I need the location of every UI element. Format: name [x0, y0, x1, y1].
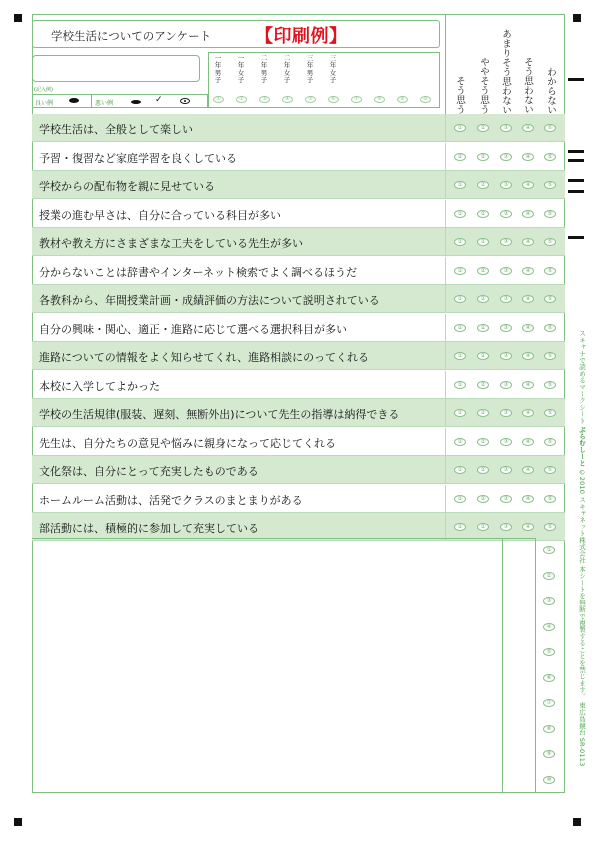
grade-selector	[208, 52, 440, 108]
answer-bubble[interactable]: ①	[454, 381, 466, 389]
question-text: 教材や教え方にさまざまな工夫をしている先生が多い	[39, 237, 303, 250]
question-row	[32, 485, 565, 513]
answer-bubble[interactable]: ③	[500, 409, 512, 417]
question-text: ホームルーム活動は、活発でクラスのまとまりがある	[39, 493, 303, 507]
answer-bubble[interactable]: ③	[500, 267, 512, 275]
answer-bubble[interactable]: ⑤	[544, 267, 556, 275]
answer-bubble[interactable]: ④	[522, 210, 534, 218]
grade-label: 一年女子	[237, 54, 245, 85]
answer-bubble[interactable]: ③	[500, 523, 512, 531]
scale-header-agree: そう思う	[454, 76, 465, 114]
brand-logo: ぷらむしーと	[578, 426, 586, 467]
question-text: 先生は、自分たちの意見や悩みに親身になって応じてくれる	[39, 436, 336, 450]
answer-bubble[interactable]: ④	[522, 523, 534, 531]
row-divider	[445, 200, 446, 228]
row-divider	[445, 342, 446, 370]
question-row	[32, 314, 565, 342]
answer-bubble[interactable]: ④	[522, 409, 534, 417]
answer-bubble[interactable]: ③	[500, 295, 512, 303]
answer-bubble[interactable]: ③	[500, 324, 512, 332]
grade-bubble[interactable]: ⑧	[374, 96, 385, 103]
answer-bubble[interactable]: ①	[454, 295, 466, 303]
question-row	[32, 143, 565, 171]
answer-bubble[interactable]: ⑤	[544, 523, 556, 531]
header-divider	[445, 14, 446, 115]
answer-bubble[interactable]: ⑤	[544, 124, 556, 132]
copyright-text: ©2010 スキャネット株式会社	[578, 468, 586, 564]
grade-label: 二年女子	[283, 54, 291, 85]
row-divider	[445, 399, 446, 427]
answer-bubble[interactable]: ③	[500, 495, 512, 503]
answer-bubble[interactable]: ①	[454, 324, 466, 332]
answer-bubble[interactable]: ②	[477, 495, 489, 503]
comment-number-bubble[interactable]: ⑩	[543, 776, 555, 784]
question-row	[32, 342, 565, 370]
question-row	[32, 257, 565, 285]
answer-bubble[interactable]: ④	[522, 238, 534, 246]
grade-bubble[interactable]: ⑦	[351, 96, 362, 103]
answer-bubble[interactable]: ②	[477, 523, 489, 531]
form-code: SR-0113	[578, 737, 586, 767]
row-divider	[445, 485, 446, 513]
grade-bubble[interactable]: ①	[213, 96, 224, 103]
grade-label: 二年男子	[260, 54, 268, 85]
question-text: 本校に入学してよかった	[39, 379, 160, 393]
scale-header-somewhat-disagree: あまりそう思わない	[500, 28, 511, 114]
answer-bubble[interactable]: ①	[454, 438, 466, 446]
answer-bubble[interactable]: ①	[454, 523, 466, 531]
filled-oval-icon	[69, 98, 79, 103]
question-row	[32, 399, 565, 427]
question-text: 分からないことは辞書やインターネット検索でよく調べるほうだ	[39, 265, 358, 279]
question-text: 進路についての情報をよく知らせてくれ、進路相談にのってくれる	[39, 351, 369, 364]
comment-number-bubble[interactable]: ①	[543, 546, 555, 554]
answer-bubble[interactable]: ①	[454, 409, 466, 417]
scale-header-disagree: そう思わない	[522, 57, 533, 114]
answer-bubble[interactable]: ②	[477, 124, 489, 132]
answer-bubble[interactable]: ⑤	[544, 381, 556, 389]
answer-bubble[interactable]: ④	[522, 324, 534, 332]
answer-bubble[interactable]: ⑤	[544, 210, 556, 218]
row-divider	[445, 257, 446, 285]
scanner-label: スキャナで読めるマークシート	[578, 330, 586, 424]
answer-bubble[interactable]: ①	[454, 124, 466, 132]
answer-bubble[interactable]: ⑤	[544, 352, 556, 360]
answer-bubble[interactable]: ④	[522, 381, 534, 389]
grade-bubble[interactable]: ③	[259, 96, 270, 103]
answer-bubble[interactable]: ③	[500, 466, 512, 474]
row-divider	[445, 456, 446, 484]
answer-bubble[interactable]: ⑤	[544, 409, 556, 417]
comment-number-bubble[interactable]: ⑨	[543, 750, 555, 758]
print-sample-stamp: 【印刷例】	[255, 26, 348, 47]
answer-bubble[interactable]: ④	[522, 466, 534, 474]
answer-bubble[interactable]: ④	[522, 267, 534, 275]
origin-text: 東広島鏡台	[578, 701, 586, 736]
answer-bubble[interactable]: ①	[454, 181, 466, 189]
answer-bubble[interactable]: ③	[500, 181, 512, 189]
check-mark-icon: ✓	[155, 95, 163, 105]
question-row	[32, 456, 565, 484]
answer-bubble[interactable]: ④	[522, 181, 534, 189]
half-oval-icon	[131, 100, 141, 104]
grade-bubble[interactable]: ⑥	[328, 96, 339, 103]
answer-bubble[interactable]: ④	[522, 295, 534, 303]
answer-bubble[interactable]: ③	[500, 124, 512, 132]
answer-bubble[interactable]: ①	[454, 267, 466, 275]
question-row	[32, 171, 565, 199]
legend-header: (記入例)	[34, 87, 53, 93]
answer-bubble[interactable]: ①	[454, 352, 466, 360]
row-divider	[445, 143, 446, 171]
question-text: 学校からの配布物を親に見せている	[39, 180, 215, 193]
answer-bubble[interactable]: ②	[477, 295, 489, 303]
question-text: 自分の興味・関心、適正・進路に応じて選べる選択科目が多い	[39, 322, 347, 336]
timing-mark	[568, 236, 584, 239]
grade-bubble[interactable]: ⑩	[420, 96, 431, 103]
row-divider	[445, 171, 446, 199]
page-title: 学校生活についてのアンケート	[51, 29, 212, 43]
answer-bubble[interactable]: ②	[477, 438, 489, 446]
answer-bubble[interactable]: ③	[500, 210, 512, 218]
answer-bubble[interactable]: ④	[522, 124, 534, 132]
scale-header-dont-know: わからない	[545, 66, 556, 114]
answer-bubble[interactable]: ⑤	[544, 438, 556, 446]
comment-number-bubble[interactable]: ⑧	[543, 725, 555, 733]
answer-bubble[interactable]: ⑤	[544, 153, 556, 161]
answer-bubble[interactable]: ②	[477, 267, 489, 275]
question-text: 学校の生活規律(服装、遅刻、無断外出)について先生の指導は納得できる	[39, 408, 400, 421]
marking-legend	[32, 86, 208, 110]
question-row	[32, 428, 565, 456]
row-divider	[445, 371, 446, 399]
answer-bubble[interactable]: ⑤	[544, 324, 556, 332]
answer-bubble[interactable]: ②	[477, 324, 489, 332]
answer-bubble[interactable]: ③	[500, 352, 512, 360]
answer-bubble[interactable]: ④	[522, 153, 534, 161]
answer-bubble[interactable]: ⑤	[544, 295, 556, 303]
grade-bubble[interactable]: ⑤	[305, 96, 316, 103]
comment-number-bubble[interactable]: ⑥	[543, 674, 555, 682]
comment-number-bubble[interactable]: ④	[543, 623, 555, 631]
answer-bubble[interactable]: ①	[454, 238, 466, 246]
good-example-label: 良い例	[35, 100, 54, 107]
grade-bubble[interactable]: ②	[236, 96, 247, 103]
answer-bubble[interactable]: ③	[500, 381, 512, 389]
notice-text: 本シートを無断で複製することを禁じます。	[578, 565, 586, 700]
grade-label: 三年男子	[306, 54, 314, 85]
answer-bubble[interactable]: ①	[454, 495, 466, 503]
answer-bubble[interactable]: ⑤	[544, 238, 556, 246]
grade-bubble[interactable]: ④	[282, 96, 293, 103]
answer-bubble[interactable]: ②	[477, 153, 489, 161]
bad-example-label: 悪い例	[95, 100, 114, 107]
registration-mark-top-left	[14, 14, 22, 22]
timing-mark	[568, 150, 584, 153]
row-divider	[445, 314, 446, 342]
grade-label: 一年男子	[214, 54, 222, 85]
answer-bubble[interactable]: ④	[522, 352, 534, 360]
legend-divider	[91, 95, 92, 107]
answer-bubble[interactable]: ②	[477, 381, 489, 389]
question-text: 文化祭は、自分にとって充実したものである	[39, 465, 259, 478]
legend-row	[32, 94, 208, 108]
comment-number-bubble[interactable]: ③	[543, 597, 555, 605]
row-divider	[445, 114, 446, 142]
registration-mark-top-right	[573, 14, 581, 22]
title-box	[32, 20, 440, 48]
answer-bubble[interactable]: ②	[477, 409, 489, 417]
question-text: 部活動には、積極的に参加して充実している	[39, 522, 259, 535]
answer-bubble[interactable]: ②	[477, 210, 489, 218]
answer-bubble[interactable]: ⑤	[544, 466, 556, 474]
grade-label: 三年女子	[329, 54, 337, 85]
answer-bubble[interactable]: ①	[454, 466, 466, 474]
answer-bubble[interactable]: ③	[500, 238, 512, 246]
question-row	[32, 200, 565, 228]
row-divider	[445, 228, 446, 256]
question-row	[32, 114, 565, 142]
timing-mark	[568, 179, 584, 182]
question-row	[32, 285, 565, 313]
answer-bubble[interactable]: ③	[500, 438, 512, 446]
row-divider	[445, 428, 446, 456]
timing-mark	[568, 78, 584, 81]
grade-bubble[interactable]: ⑨	[397, 96, 408, 103]
timing-mark	[568, 159, 584, 162]
registration-mark-bottom-right	[573, 818, 581, 826]
comment-number-bubble[interactable]: ⑤	[543, 648, 555, 656]
dot-ring-icon	[180, 98, 190, 104]
registration-mark-bottom-left	[14, 818, 22, 826]
column-divider	[502, 538, 503, 793]
timing-mark	[568, 190, 584, 193]
column-divider	[535, 538, 536, 793]
comment-number-bubble[interactable]: ②	[543, 572, 555, 580]
answer-bubble[interactable]: ③	[500, 153, 512, 161]
answer-bubble[interactable]: ⑤	[544, 495, 556, 503]
row-divider	[445, 285, 446, 313]
comment-number-bubble[interactable]: ⑦	[543, 699, 555, 707]
row-divider	[445, 513, 446, 541]
question-text: 授業の進む早さは、自分に合っている科目が多い	[39, 208, 281, 222]
answer-bubble[interactable]: ②	[477, 466, 489, 474]
answer-bubble[interactable]: ②	[477, 238, 489, 246]
question-row	[32, 513, 565, 541]
scale-header-somewhat-agree: ややそう思う	[478, 57, 489, 114]
question-row	[32, 228, 565, 256]
answer-bubble[interactable]: ④	[522, 438, 534, 446]
free-comment-area[interactable]	[32, 538, 535, 793]
answer-bubble[interactable]: ②	[477, 181, 489, 189]
side-note	[571, 330, 587, 800]
answer-bubble[interactable]: ①	[454, 210, 466, 218]
answer-bubble[interactable]: ⑤	[544, 181, 556, 189]
answer-bubble[interactable]: ②	[477, 352, 489, 360]
question-text: 学校生活は、全般として楽しい	[39, 123, 193, 136]
question-row	[32, 371, 565, 399]
answer-bubble[interactable]: ①	[454, 153, 466, 161]
answer-bubble[interactable]: ④	[522, 495, 534, 503]
question-text: 各教科から、年間授業計画・成績評価の方法について説明されている	[39, 294, 380, 307]
question-text: 予習・復習など家庭学習を良くしている	[39, 151, 237, 165]
name-field[interactable]	[32, 55, 200, 82]
